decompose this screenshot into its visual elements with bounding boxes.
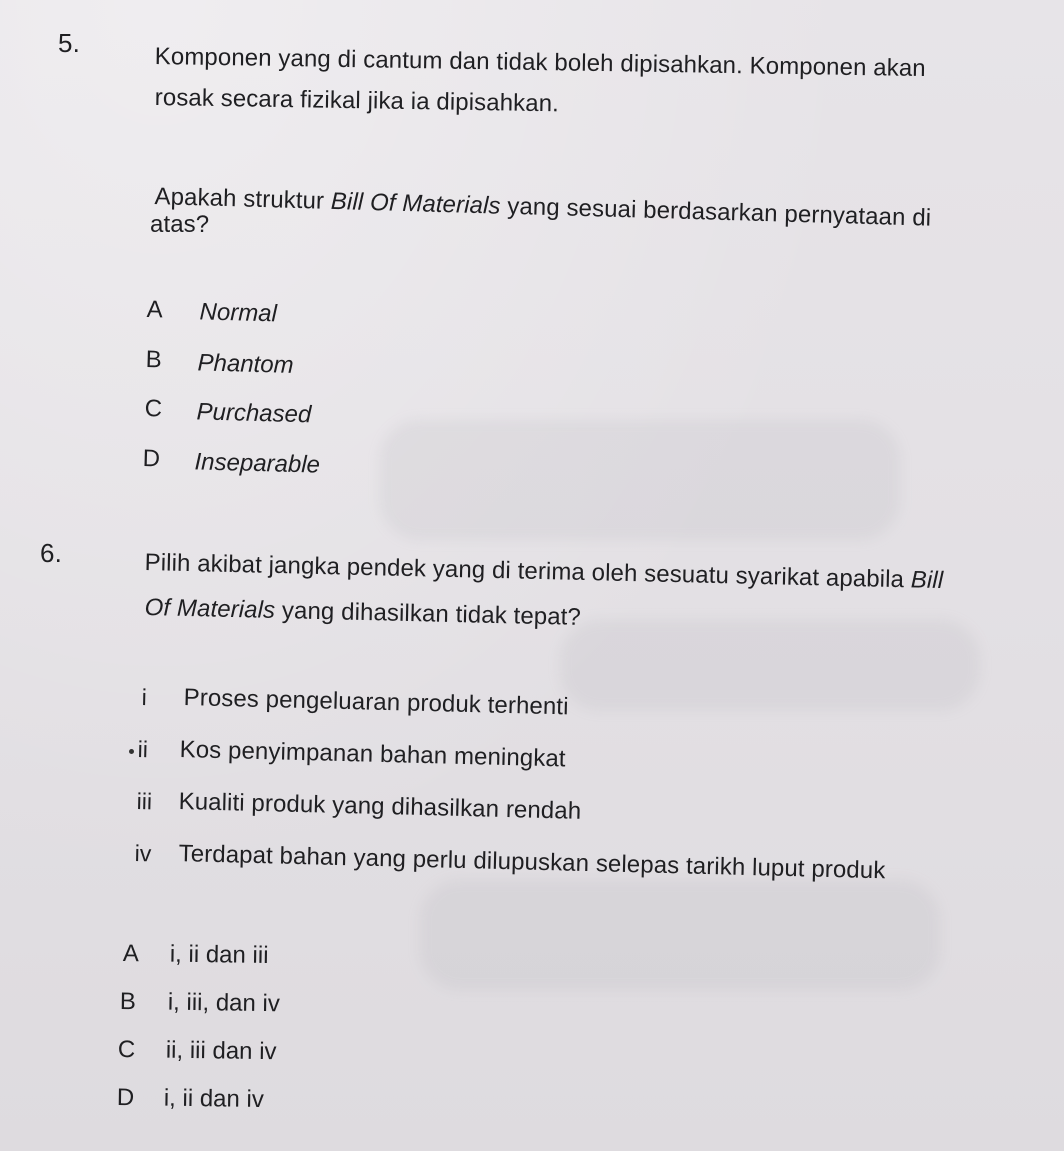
option-text: Purchased [196,398,312,429]
statement-text: Proses pengeluaran produk terhenti [183,684,569,721]
statement-text: Kos penyimpanan bahan meningkat [179,736,566,773]
statement-numeral: ii [137,736,149,763]
question-prompt-line [144,593,581,633]
option-text: i, ii dan iii [169,940,269,970]
option-letter: D [142,445,161,473]
answer-option[interactable] [144,395,312,429]
answer-option[interactable] [119,988,281,1018]
paper-show-through [560,620,980,710]
answer-option[interactable] [117,1036,277,1066]
prompt-text: Pilih akibat jangka pendek yang di terima oleh sesuatu syarikat apabila [144,548,912,594]
option-text: Inseparable [194,448,321,479]
prompt-text: yang dihasilkan tidak tepat? [274,596,582,631]
question-prompt-line [144,548,943,596]
answer-option[interactable] [116,1084,265,1114]
prompt-term-italic: Bill [910,566,944,595]
option-letter: B [119,988,137,1016]
answer-option[interactable] [146,296,278,328]
prompt-term-italic: Of Materials [144,593,276,624]
prompt-term-italic: Bill Of Materials [330,187,501,220]
option-letter: B [145,346,163,374]
question-number: 6. [40,538,63,568]
prompt-text: yang sesuai berdasarkan pernyataan di [500,192,932,232]
option-letter: A [122,940,140,968]
question-statement-line: Komponen yang di cantum dan tidak boleh dipisahkan. Komponen akan [154,42,926,83]
statement-text: Kualiti produk yang dihasilkan rendah [178,788,582,825]
option-letter: D [116,1084,135,1112]
statement-numeral: iii [136,788,153,815]
question-prompt-line: atas? [150,211,210,238]
answer-option[interactable] [122,940,269,970]
option-letter: C [117,1036,136,1064]
paper-show-through [420,880,940,990]
option-text: ii, iii dan iv [165,1036,277,1066]
statement-numeral: iv [134,840,152,867]
option-letter: A [146,296,164,324]
option-text: Phantom [197,349,294,379]
prompt-text: Apakah struktur [154,182,332,215]
question-prompt-line [154,182,931,234]
question-number: 5. [58,28,81,58]
stray-pen-mark [129,749,134,754]
question-statement-line: rosak secara fizikal jika ia dipisahkan. [154,83,560,118]
statement-numeral: i [141,684,148,711]
paper-show-through [380,420,900,540]
statement-text: Terdapat bahan yang perlu dilupuskan selepas tarikh luput produk [178,840,886,885]
option-text: i, ii dan iv [163,1084,265,1114]
answer-option[interactable] [142,445,321,479]
option-text: Normal [199,298,278,328]
answer-option[interactable] [145,346,294,379]
option-text: i, iii, dan iv [167,988,281,1018]
option-letter: C [144,395,163,423]
